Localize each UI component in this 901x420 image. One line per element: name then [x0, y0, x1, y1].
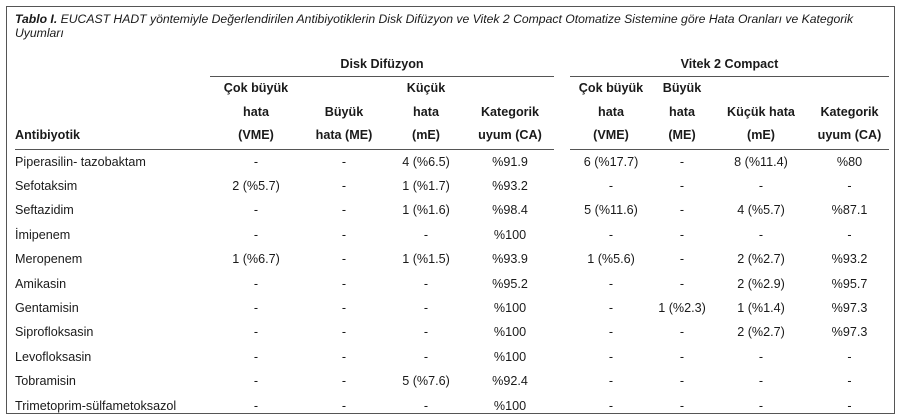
table-row — [15, 223, 889, 247]
table-row — [15, 320, 889, 344]
caption-label: Tablo I. — [15, 12, 58, 26]
antibiotic-name: Levofloksasin — [15, 349, 92, 364]
cell-d-vme: - — [253, 398, 259, 413]
cell-d-me: - — [341, 301, 347, 316]
antibiotic-name: Gentamisin — [15, 301, 79, 316]
antibiotic-name: Amikasin — [15, 276, 67, 291]
cell-d-ca: %100 — [493, 349, 527, 364]
cell-v-mine: 2 (%2.9) — [737, 276, 785, 291]
cell-d-me: - — [341, 179, 347, 194]
antibiotic-name: Trimetoprim-sülfametoksazol — [15, 398, 177, 413]
cell-v-mine: - — [758, 227, 764, 242]
col-disk-me: Büyük hata (ME) — [302, 77, 386, 150]
cell-d-mine: - — [423, 301, 429, 316]
cell-d-mine: 5 (%7.6) — [402, 374, 450, 389]
table-frame — [6, 6, 895, 414]
cell-d-vme: 2 (%5.7) — [232, 179, 280, 194]
antibiotic-name: İmipenem — [15, 227, 71, 242]
antibiotic-name: Meropenem — [15, 252, 83, 267]
cell-d-mine: 4 (%6.5) — [402, 154, 450, 169]
cell-d-ca: %91.9 — [492, 154, 528, 169]
cell-d-mine: - — [423, 276, 429, 291]
table-row — [15, 271, 889, 295]
table-row — [15, 393, 889, 417]
cell-v-mine: 2 (%2.7) — [737, 325, 785, 340]
cell-d-vme: - — [253, 325, 259, 340]
cell-d-mine: - — [423, 325, 429, 340]
group-disk-diffusion: Disk Difüzyon — [210, 52, 554, 77]
cell-v-mine: 8 (%11.4) — [734, 154, 788, 169]
cell-d-mine: 1 (%1.7) — [402, 179, 450, 194]
cell-d-ca: %100 — [493, 301, 527, 316]
cell-v-vme: - — [608, 325, 614, 340]
cell-v-me: - — [679, 398, 685, 413]
cell-d-ca: %100 — [493, 227, 527, 242]
cell-v-me: - — [679, 325, 685, 340]
results-table — [15, 52, 889, 418]
col-disk-ca: Kategorik uyum (CA) — [466, 77, 554, 150]
col-antibiotic: Antibiyotik — [15, 77, 210, 150]
col-vitek-me: Büyük hata (ME) — [652, 77, 712, 150]
cell-v-ca: - — [847, 227, 852, 242]
cell-v-me: - — [679, 349, 685, 364]
cell-v-vme: 6 (%17.7) — [583, 154, 639, 169]
cell-v-mine: - — [758, 374, 764, 389]
table-row — [15, 247, 889, 271]
cell-v-mine: 1 (%1.4) — [737, 301, 785, 316]
antibiotic-name: Piperasilin- tazobaktam — [15, 154, 146, 169]
cell-d-ca: %98.4 — [492, 203, 528, 218]
cell-d-me: - — [341, 398, 347, 413]
col-vitek-ca: Kategorik uyum (CA) — [810, 77, 889, 150]
cell-d-ca: %95.2 — [492, 276, 528, 291]
table-caption — [15, 12, 885, 40]
cell-v-ca: - — [847, 374, 852, 389]
cell-d-vme: 1 (%6.7) — [232, 252, 280, 267]
cell-d-vme: - — [253, 227, 259, 242]
cell-d-ca: %100 — [493, 325, 527, 340]
col-vitek-vme: Çok büyük hata (VME) — [570, 77, 652, 150]
cell-d-mine: 1 (%1.5) — [402, 252, 450, 267]
cell-v-vme: 5 (%11.6) — [584, 203, 638, 218]
cell-v-ca: %80 — [836, 154, 863, 169]
cell-v-mine: 4 (%5.7) — [737, 203, 785, 218]
cell-v-ca: %93.2 — [831, 252, 868, 267]
cell-v-ca: %95.7 — [831, 276, 868, 291]
cell-d-ca: %92.4 — [492, 374, 528, 389]
cell-v-me: - — [679, 276, 685, 291]
cell-v-vme: - — [608, 349, 614, 364]
table-row — [15, 149, 889, 174]
caption-text: EUCAST HADT yöntemiyle Değerlendirilen Antibiyotiklerin Disk Difüzyon ve Vitek 2 Compact Otomatize Sistemine göre Hata Oranları ve Kategorik Uyumları — [15, 12, 854, 40]
table-row — [15, 296, 889, 320]
antibiotic-name: Tobramisin — [15, 374, 76, 389]
table-row — [15, 345, 889, 369]
cell-v-me: - — [679, 227, 685, 242]
group-vitek: Vitek 2 Compact — [570, 52, 889, 77]
cell-v-vme: - — [608, 374, 614, 389]
cell-v-ca: %87.1 — [831, 203, 868, 218]
cell-d-me: - — [341, 349, 347, 364]
cell-d-mine: 1 (%1.6) — [402, 203, 450, 218]
table-row — [15, 174, 889, 198]
cell-d-vme: - — [253, 349, 259, 364]
cell-v-me: - — [679, 252, 685, 267]
col-disk-vme: Çok büyük hata (VME) — [210, 77, 302, 150]
cell-d-ca: %100 — [493, 398, 527, 413]
cell-d-vme: - — [253, 301, 259, 316]
col-disk-mine: Küçük hata (mE) — [386, 77, 466, 150]
cell-v-ca: %97.3 — [831, 301, 868, 316]
cell-d-ca: %93.2 — [492, 179, 528, 194]
antibiotic-name: Sefotaksim — [15, 179, 78, 194]
cell-d-me: - — [341, 325, 347, 340]
cell-d-mine: - — [423, 227, 429, 242]
cell-v-vme: - — [608, 398, 614, 413]
cell-v-vme: - — [608, 301, 614, 316]
cell-d-ca: %93.9 — [492, 252, 528, 267]
cell-v-mine: - — [758, 398, 764, 413]
antibiotic-name: Seftazidim — [15, 203, 74, 218]
col-vitek-mine: Küçük hata (mE) — [712, 77, 810, 150]
cell-d-me: - — [341, 154, 347, 169]
group-header-row — [15, 52, 889, 77]
cell-v-vme: - — [608, 227, 614, 242]
cell-d-vme: - — [253, 203, 259, 218]
cell-v-me: - — [679, 179, 685, 194]
cell-v-ca: - — [847, 179, 852, 194]
cell-v-me: - — [679, 203, 685, 218]
cell-v-mine: - — [758, 349, 764, 364]
table-row — [15, 198, 889, 222]
cell-v-mine: - — [758, 179, 764, 194]
cell-v-mine: 2 (%2.7) — [737, 252, 785, 267]
cell-v-ca: %97.3 — [831, 325, 868, 340]
cell-v-vme: 1 (%5.6) — [587, 252, 635, 267]
cell-d-vme: - — [253, 154, 259, 169]
cell-v-vme: - — [608, 276, 614, 291]
table-row — [15, 369, 889, 393]
cell-d-me: - — [341, 252, 347, 267]
cell-d-me: - — [341, 374, 347, 389]
cell-d-me: - — [341, 203, 347, 218]
cell-d-mine: - — [423, 398, 429, 413]
cell-v-me: - — [679, 374, 685, 389]
cell-d-mine: - — [423, 349, 429, 364]
cell-v-vme: - — [608, 179, 614, 194]
cell-v-ca: - — [847, 349, 852, 364]
column-header-row — [15, 77, 889, 150]
cell-d-me: - — [341, 227, 347, 242]
cell-v-me: - — [679, 154, 685, 169]
cell-d-vme: - — [253, 374, 259, 389]
cell-v-me: 1 (%2.3) — [658, 301, 706, 316]
antibiotic-name: Siprofloksasin — [15, 325, 94, 340]
cell-d-vme: - — [253, 276, 259, 291]
cell-v-ca: - — [847, 398, 852, 413]
cell-d-me: - — [341, 276, 347, 291]
